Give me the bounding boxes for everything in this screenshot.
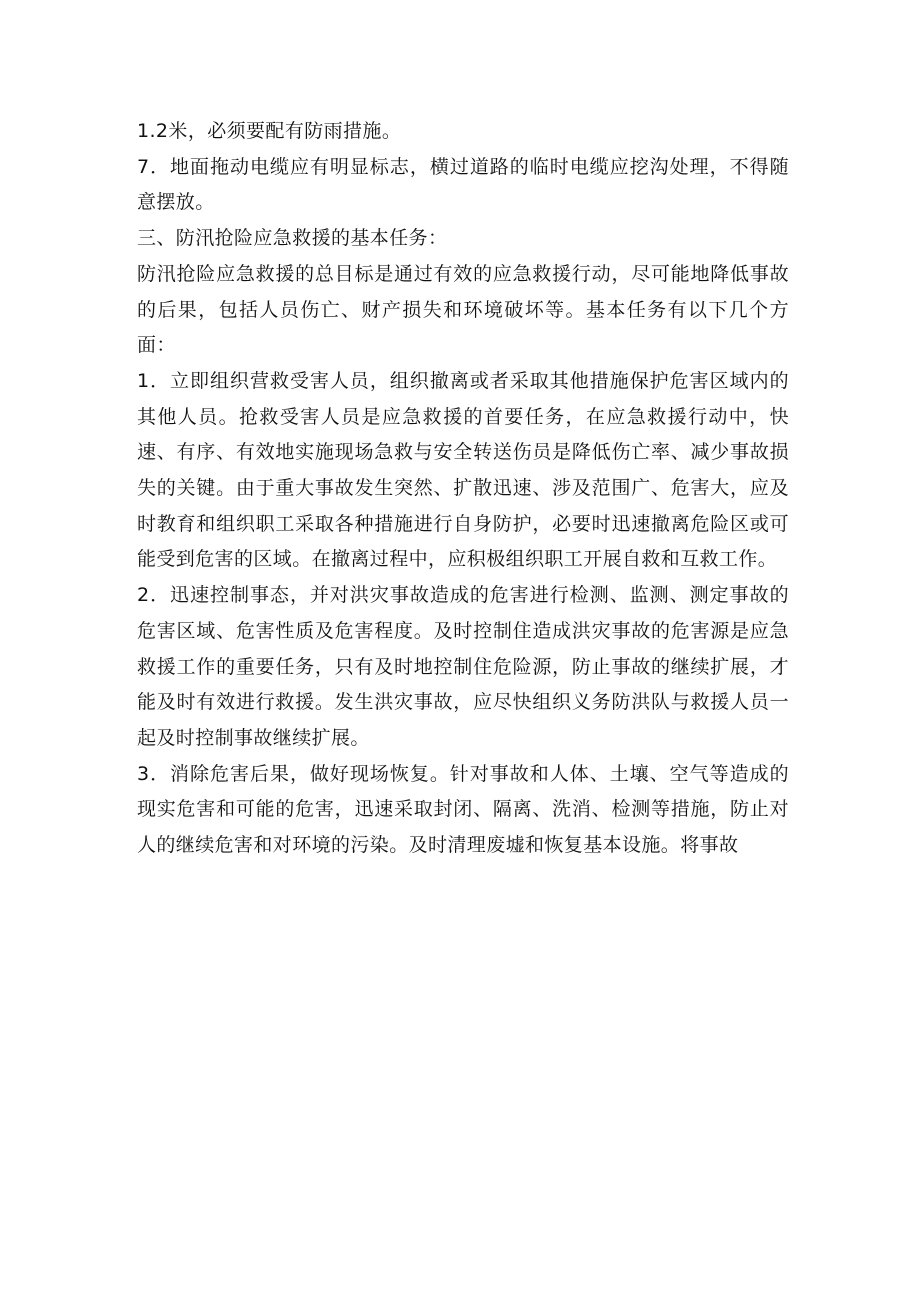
paragraph-task-3-recovery: 3．消除危害后果，做好现场恢复。针对事故和人体、土壤、空气等造成的现实危害和可能的危害，迅速采取封闭、隔离、洗消、检测等措施，防止对人的继续危害和对环境的污染。及时清理废墟和恢复基本设施。将事故	[137, 762, 789, 857]
paragraph-rain-protection: 1.2米，必须要配有防雨措施。	[137, 120, 402, 142]
paragraph-task-2-control: 2．迅速控制事态，并对洪灾事故造成的危害进行检测、监测、测定事故的危害区域、危害性质及危害程度。及时控制住造成洪灾事故的危害源是应急救援工作的重要任务，只有及时地控制住危险源，防止事故的继续扩展，才能及时有效进行救援。发生洪灾事故，应尽快组织义务防洪队与救援人员一起及时控制事故继续扩展。	[137, 584, 789, 749]
paragraph-task-1-rescue: 1．立即组织营救受害人员，组织撤离或者采取其他措施保护危害区域内的其他人员。抢救受害人员是应急救援的首要任务，在应急救援行动中，快速、有序、有效地实施现场急救与安全转送伤员是降低伤亡率、减少事故损失的关键。由于重大事故发生突然、扩散迅速、涉及范围广、危害大，应及时教育和组织职工采取各种措施进行自身防护，必要时迅速撤离危险区或可能受到危害的区域。在撤离过程中，应积极组织职工开展自救和互救工作。	[137, 369, 789, 571]
paragraph-overall-goal: 防汛抢险应急救援的总目标是通过有效的应急救援行动，尽可能地降低事故的后果，包括人员伤亡、财产损失和环境破坏等。基本任务有以下几个方面：	[137, 262, 789, 357]
section-heading-basic-tasks: 三、防汛抢险应急救援的基本任务：	[137, 227, 448, 250]
document-body	[137, 114, 789, 864]
paragraph-item-7-cables: 7．地面拖动电缆应有明显标志，横过道路的临时电缆应挖沟处理，不得随意摆放。	[137, 155, 789, 214]
